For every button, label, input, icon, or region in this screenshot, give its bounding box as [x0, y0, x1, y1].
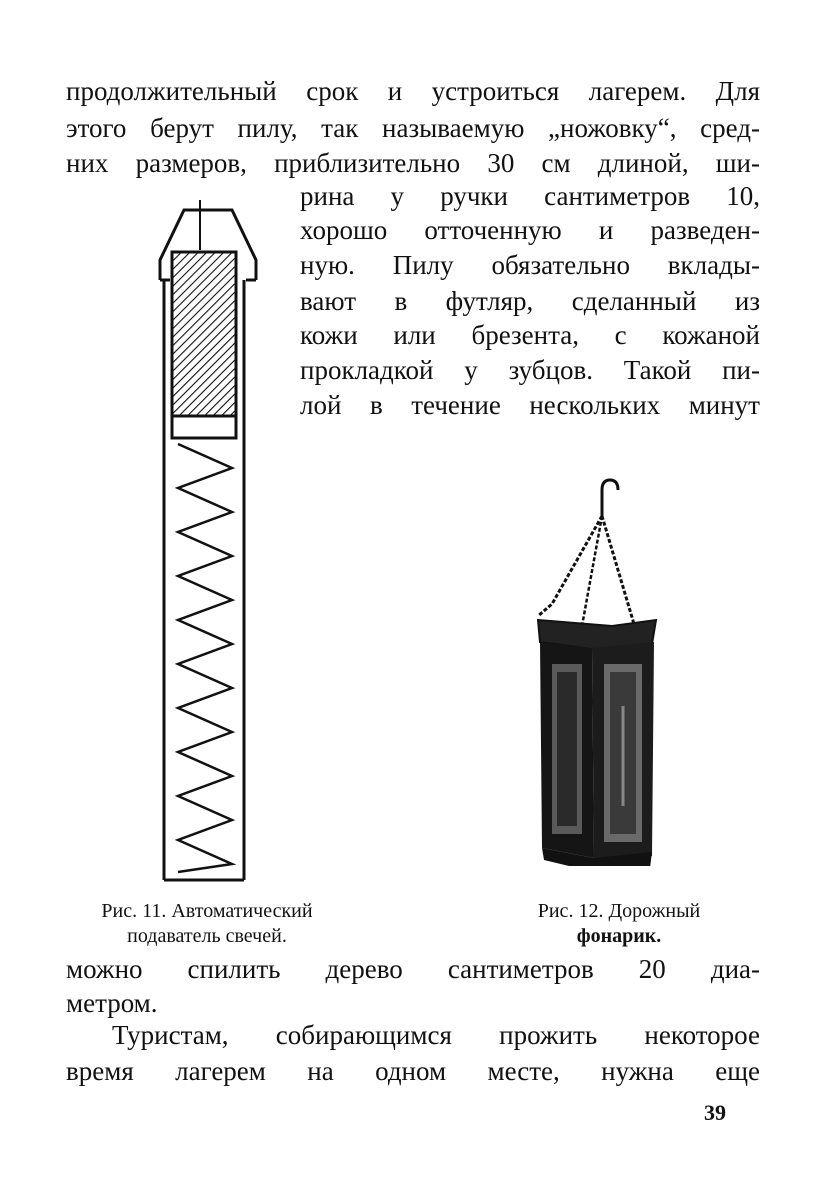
- text-line: этого берут пилу, так называемую „ножовку“, сред-: [66, 113, 760, 143]
- text-line: лой в течение нескольких минут: [300, 390, 760, 420]
- text-line: продолжительный срок и устроиться лагерем. Для: [66, 76, 760, 106]
- figure-12-caption-line2: фонарик.: [576, 925, 662, 947]
- text-line: кожи или брезента, с кожаной: [300, 320, 760, 350]
- text-line: метром.: [66, 988, 158, 1018]
- figure-11-caption-line1: Рис. 11. Автоматический: [101, 900, 313, 922]
- text-line: прокладкой у зубцов. Такой пи-: [300, 355, 760, 385]
- text-line: Туристам, собирающимся прожить некоторое: [112, 1020, 760, 1050]
- text-line: хорошо отточенную и разведен-: [300, 215, 760, 245]
- lantern-figure: [522, 476, 672, 866]
- figure-12-caption-line1: Рис. 12. Дорожный: [537, 900, 701, 922]
- text-line: вают в футляр, сделанный из: [300, 286, 760, 316]
- candle-feeder-figure: [148, 200, 268, 890]
- text-line: рина у ручки сантиметров 10,: [300, 181, 760, 211]
- text-line: них размеров, приблизительно 30 см длиной, ши-: [66, 148, 760, 178]
- text-line: можно спилить дерево сантиметров 20 диа-: [66, 954, 760, 984]
- text-line: ную. Пилу обязательно вклады-: [300, 250, 760, 280]
- figure-11-caption-line2: подаватель свечей.: [127, 925, 287, 947]
- text-line: время лагерем на одном месте, нужна еще: [66, 1056, 760, 1086]
- page-number: 39: [704, 1100, 726, 1125]
